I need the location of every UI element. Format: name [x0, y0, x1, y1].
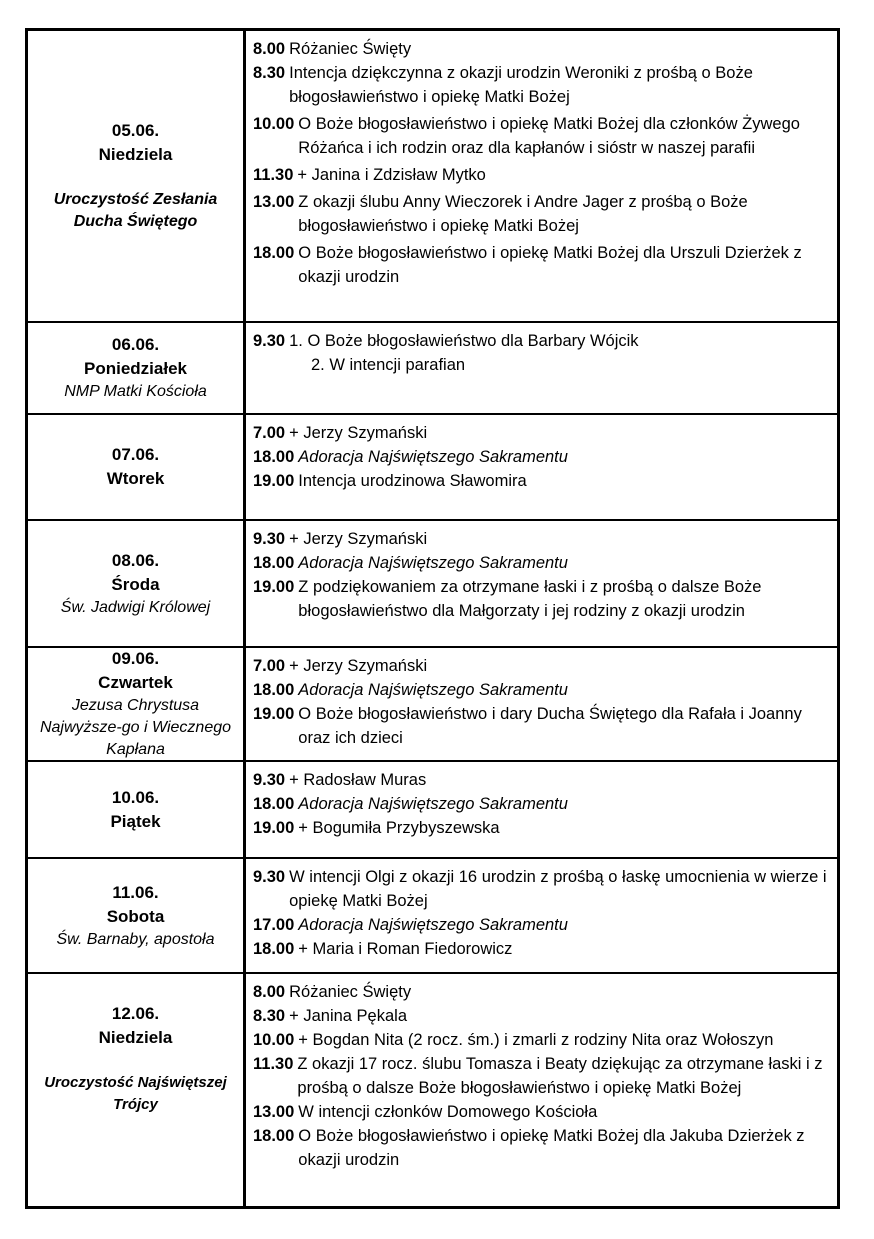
mass-entry	[253, 937, 831, 961]
mass-time: 19.00	[253, 578, 295, 596]
mass-intention: W intencji Olgi z okazji 16 urodzin z prośbą o łaskę umocnienia w wierze i opiekę Matki Bożej	[289, 868, 827, 910]
day-row	[28, 760, 837, 857]
day-date: 08.06.	[111, 550, 160, 570]
mass-entry	[253, 792, 831, 816]
day-feast: Św. Barnaby, apostoła	[56, 930, 215, 948]
mass-intention: Z okazji ślubu Anny Wieczorek i Andre Jager z prośbą o Boże błogosławieństwo i opiekę Matki Bożej	[298, 193, 748, 235]
mass-entry	[253, 913, 831, 937]
day-row	[28, 413, 837, 519]
mass-entry	[253, 1052, 831, 1100]
masses-cell	[246, 974, 837, 1206]
mass-entry	[253, 1004, 831, 1028]
mass-intention: O Boże błogosławieństwo i opiekę Matki Bożej dla Urszuli Dzierżek z okazji urodzin	[298, 244, 802, 286]
mass-intention: 1. O Boże błogosławieństwo dla Barbary Wójcik	[289, 332, 639, 350]
day-date: 05.06.	[111, 121, 160, 140]
mass-entry	[253, 768, 831, 792]
mass-intention: + Radosław Muras	[289, 771, 427, 789]
mass-entry	[253, 190, 831, 238]
mass-time: 10.00	[253, 1031, 295, 1049]
day-date: 12.06.	[111, 1004, 160, 1023]
day-weekday: Poniedziałek	[84, 359, 187, 378]
mass-entry	[253, 1028, 831, 1052]
mass-intention: + Janina i Zdzisław Mytko	[297, 166, 486, 184]
mass-entry	[253, 37, 831, 61]
day-weekday: Piątek	[110, 811, 161, 831]
mass-entry	[253, 1124, 831, 1172]
mass-intention: Adoracja Najświętszego Sakramentu	[298, 916, 568, 934]
mass-time: 18.00	[253, 795, 295, 813]
mass-entry	[253, 353, 831, 377]
mass-intention: + Bogumiła Przybyszewska	[298, 819, 500, 837]
mass-time: 9.30	[253, 332, 286, 350]
masses-cell	[246, 415, 837, 519]
mass-intention: O Boże błogosławieństwo i opiekę Matki Bożej dla Jakuba Dzierżek z okazji urodzin	[298, 1127, 805, 1169]
masses-cell	[246, 521, 837, 646]
mass-entry	[253, 678, 831, 702]
masses-cell	[246, 648, 837, 760]
mass-intention: Z okazji 17 rocz. ślubu Tomasza i Beaty dziękując za otrzymane łaski i z prośbą o dalsze Boże błogosławieństwo i opiekę Matki Bożej	[297, 1055, 823, 1097]
day-row	[28, 31, 837, 321]
mass-intention: Z podziękowaniem za otrzymane łaski i z prośbą o dalsze Boże błogosławieństwo dla Małgorzaty i jej rodziny z okazji urodzin	[298, 578, 762, 620]
mass-intention: + Bogdan Nita (2 rocz. śm.) i zmarli z rodziny Nita oraz Wołoszyn	[298, 1031, 774, 1049]
mass-intention: + Jerzy Szymański	[289, 530, 428, 548]
mass-entry	[253, 1100, 831, 1124]
mass-entry	[253, 61, 831, 109]
mass-time: 7.00	[253, 424, 286, 442]
day-cell	[28, 974, 246, 1206]
day-cell	[28, 323, 246, 413]
day-row	[28, 646, 837, 760]
mass-time: 19.00	[253, 819, 295, 837]
mass-intention: Intencja dziękczynna z okazji urodzin Weroniki z prośbą o Boże błogosławieństwo i opiekę Matki Bożej	[289, 64, 753, 106]
mass-time: 18.00	[253, 681, 295, 699]
mass-entry	[253, 163, 831, 187]
mass-time: 18.00	[253, 244, 295, 262]
mass-entry	[253, 527, 831, 551]
mass-entry	[253, 551, 831, 575]
mass-entry	[253, 329, 831, 353]
mass-time: 13.00	[253, 1103, 295, 1121]
mass-entry	[253, 469, 831, 493]
day-feast: NMP Matki Kościoła	[64, 383, 207, 400]
day-date: 09.06.	[111, 649, 160, 668]
mass-entry	[253, 865, 831, 913]
mass-entry	[253, 654, 831, 678]
day-date: 06.06.	[111, 335, 160, 354]
day-date: 07.06.	[111, 445, 160, 464]
mass-intention: Adoracja Najświętszego Sakramentu	[298, 681, 568, 699]
mass-intention: O Boże błogosławieństwo i opiekę Matki Bożej dla członków Żywego Różańca i ich rodzin oraz dla kapłanów i sióstr w naszej parafii	[298, 115, 800, 157]
mass-intention: + Jerzy Szymański	[289, 424, 428, 442]
mass-entry	[253, 445, 831, 469]
mass-intention: Adoracja Najświętszego Sakramentu	[298, 554, 568, 572]
mass-time: 9.30	[253, 868, 286, 886]
day-row	[28, 857, 837, 972]
mass-time: 17.00	[253, 916, 295, 934]
day-feast: Św. Jadwigi Królowej	[60, 598, 211, 616]
mass-entry	[253, 241, 831, 289]
mass-time: 9.30	[253, 771, 286, 789]
day-weekday: Niedziela	[98, 145, 173, 164]
mass-time: 9.30	[253, 530, 286, 548]
mass-time: 11.30	[253, 1055, 294, 1073]
mass-intention: Adoracja Najświętszego Sakramentu	[298, 795, 568, 813]
mass-intention: 2. W intencji parafian	[311, 356, 466, 374]
mass-time: 8.00	[253, 40, 286, 58]
day-cell	[28, 762, 246, 857]
mass-time: 11.30	[253, 166, 294, 184]
mass-intention: Różaniec Święty	[289, 983, 412, 1001]
mass-entry	[253, 575, 831, 623]
mass-intention: Różaniec Święty	[289, 40, 412, 58]
mass-intention: + Maria i Roman Fiedorowicz	[298, 940, 513, 958]
masses-cell	[246, 323, 837, 413]
day-feast: Uroczystość Najświętszej Trójcy	[44, 1074, 227, 1113]
masses-cell	[246, 31, 837, 321]
mass-time: 19.00	[253, 705, 295, 723]
mass-entry	[253, 421, 831, 445]
mass-time: 8.30	[253, 1007, 286, 1025]
day-cell	[28, 415, 246, 519]
masses-cell	[246, 859, 837, 972]
day-row	[28, 321, 837, 413]
mass-entry	[253, 702, 831, 750]
mass-entry	[253, 816, 831, 840]
day-cell	[28, 521, 246, 646]
masses-cell	[246, 762, 837, 857]
day-weekday: Czwartek	[98, 673, 173, 692]
mass-intention: + Jerzy Szymański	[289, 657, 428, 675]
mass-time: 8.30	[253, 64, 286, 82]
day-cell	[28, 859, 246, 972]
day-feast: Jezusa Chrystusa Najwyższe-go i Wiecznego Kapłana	[39, 697, 232, 758]
day-cell	[28, 31, 246, 321]
mass-entry	[253, 112, 831, 160]
mass-intention: Intencja urodzinowa Sławomira	[298, 472, 527, 490]
day-cell	[28, 648, 246, 760]
mass-time: 18.00	[253, 1127, 295, 1145]
day-date: 11.06.	[112, 882, 159, 902]
mass-intention: O Boże błogosławieństwo i dary Ducha Świętego dla Rafała i Joanny oraz ich dzieci	[298, 705, 802, 747]
mass-intention: Adoracja Najświętszego Sakramentu	[298, 448, 568, 466]
mass-time: 18.00	[253, 448, 295, 466]
day-weekday: Sobota	[106, 906, 165, 926]
mass-schedule-table	[25, 28, 840, 1209]
day-date: 10.06.	[111, 787, 160, 807]
mass-time: 19.00	[253, 472, 295, 490]
day-weekday: Wtorek	[106, 469, 165, 488]
day-weekday: Środa	[111, 574, 160, 594]
mass-time: 7.00	[253, 657, 286, 675]
mass-time: 18.00	[253, 940, 295, 958]
mass-time: 18.00	[253, 554, 295, 572]
day-feast: Uroczystość Zesłania Ducha Świętego	[53, 191, 218, 230]
day-row	[28, 519, 837, 646]
mass-time: 8.00	[253, 983, 286, 1001]
day-row	[28, 972, 837, 1206]
mass-time: 13.00	[253, 193, 295, 211]
mass-intention: W intencji członków Domowego Kościoła	[298, 1103, 598, 1121]
mass-entry	[253, 980, 831, 1004]
mass-intention: + Janina Pękala	[289, 1007, 408, 1025]
mass-time: 10.00	[253, 115, 295, 133]
day-weekday: Niedziela	[98, 1028, 173, 1047]
